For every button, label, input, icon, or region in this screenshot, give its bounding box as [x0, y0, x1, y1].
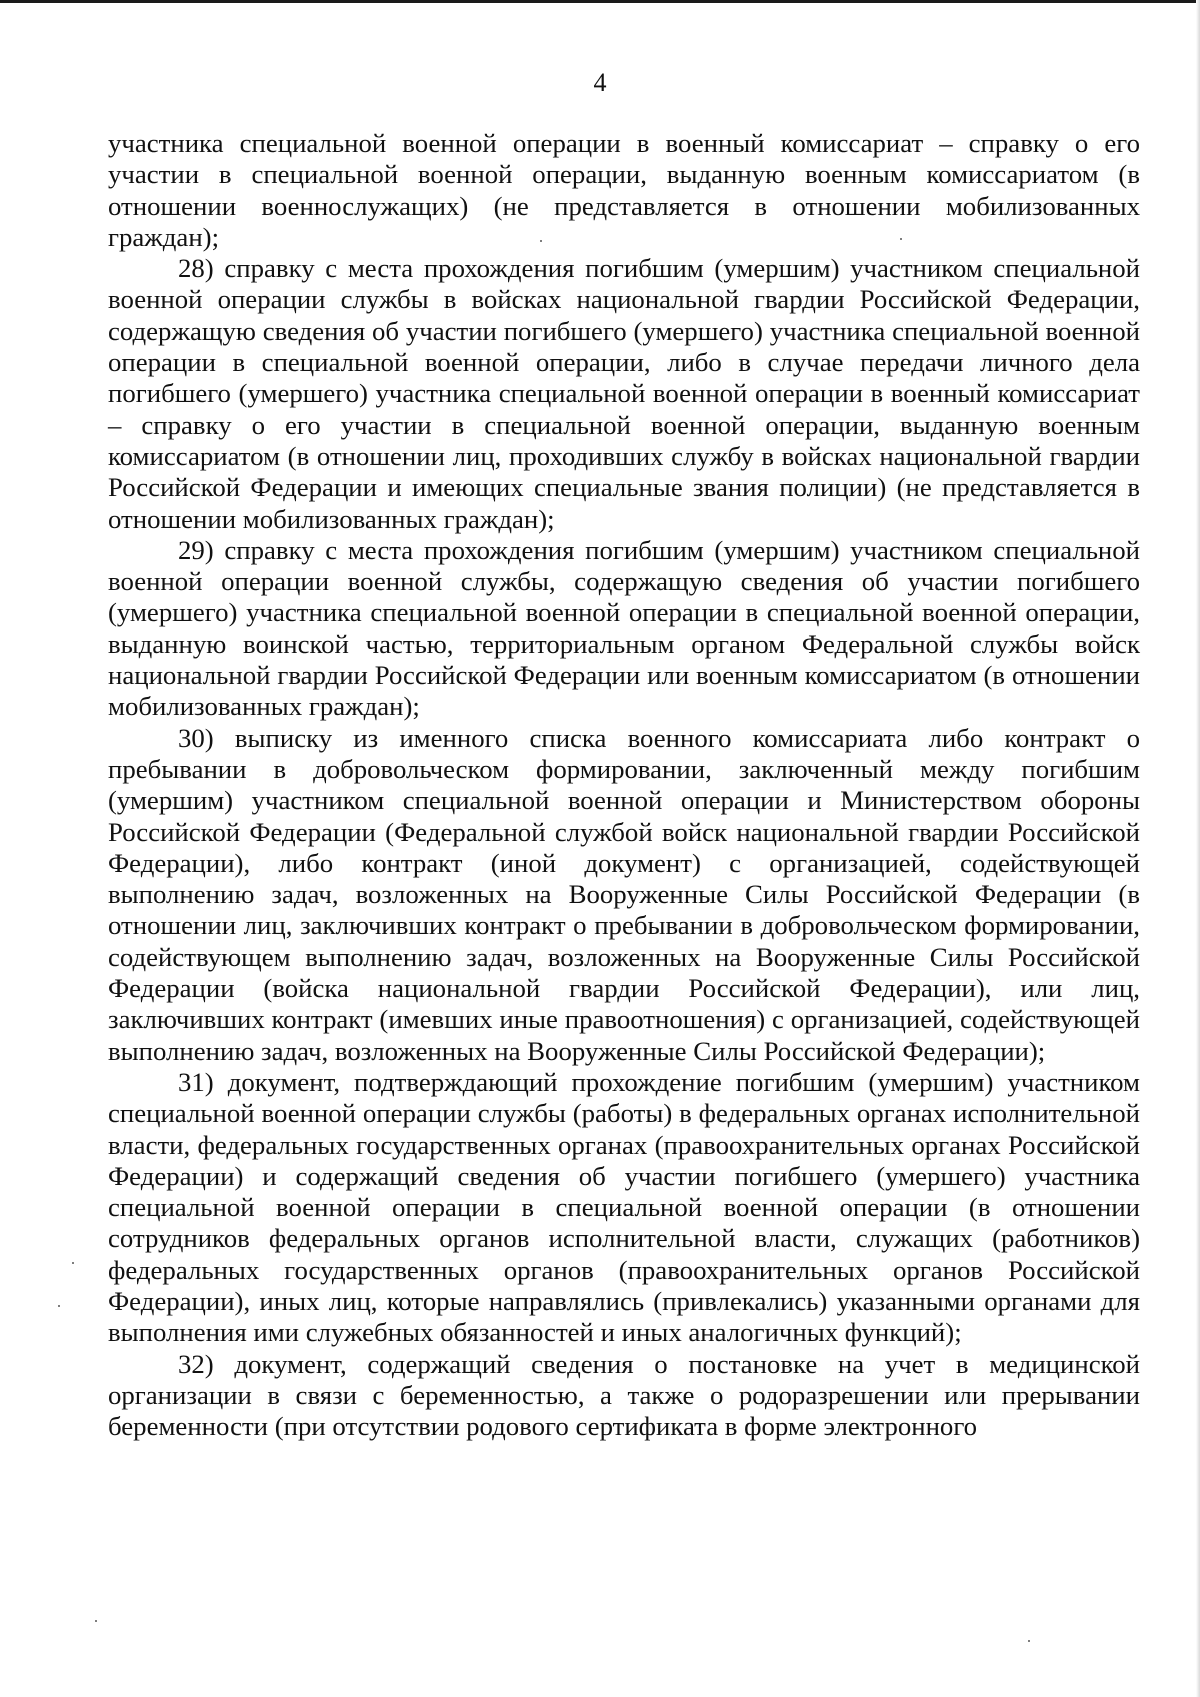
paragraph-item-29: 29) справку с места прохождения погибшим (умершим) участником специальной военной операции военной службы, содержащую сведения об участии погибшего (умершего) участника специальной военной операции в специальной военной операции, выданную воинской частью, территориальным органом Федеральной службы войск национальной гвардии Российской Федерации или военным комиссариатом (в отношении мобилизованных граждан);	[108, 534, 1140, 722]
scan-top-edge	[0, 0, 1200, 3]
scan-speck	[72, 1262, 74, 1264]
paragraph-item-32: 32) документ, содержащий сведения о постановке на учет в медицинской организации в связи с беременностью, а также о родоразрешении или прерывании беременности (при отсутствии родового сертификата в форме электронного	[108, 1348, 1140, 1442]
scan-speck	[540, 240, 542, 242]
scan-speck	[900, 238, 902, 240]
document-body	[108, 128, 1140, 1442]
page-number: 4	[593, 68, 607, 97]
paragraph-item-30: 30) выписку из именного списка военного комиссариата либо контракт о пребывании в добровольческом формировании, заключенный между погибшим (умершим) участником специальной военной операции и Министерством обороны Российской Федерации (Федеральной службой войск национальной гвардии Российской Федерации), либо контракт (иной документ) с организацией, содействующей выполнению задач, возложенных на Вооруженные Силы Российской Федерации (в отношении лиц, заключивших контракт о пребывании в добровольческом формировании, содействующем выполнению задач, возложенных на Вооруженные Силы Российской Федерации (войска национальной гвардии Российской Федерации), или лиц, заключивших контракт (имевших иные правоотношения) с организацией, содействующей выполнению задач, возложенных на Вооруженные Силы Российской Федерации);	[108, 722, 1140, 1066]
paragraph-item-31: 31) документ, подтверждающий прохождение погибшим (умершим) участником специальной военной операции службы (работы) в федеральных органах исполнительной власти, федеральных государственных органах (правоохранительных органах Российской Федерации) и содержащий сведения об участии погибшего (умершего) участника специальной военной операции в специальной военной операции (в отношении сотрудников федеральных органов исполнительной власти, служащих (работников) федеральных государственных органов (правоохранительных органов Российской Федерации), иных лиц, которые направлялись (привлекались) указанными органами для выполнения ими служебных обязанностей и иных аналогичных функций);	[108, 1066, 1140, 1348]
paragraph-continuation: участника специальной военной операции в военный комиссариат – справку о его участии в специальной военной операции, выданную военным комиссариатом (в отношении военнослужащих) (не представляется в отношении мобилизованных граждан);	[108, 128, 1140, 252]
scan-speck	[58, 1305, 60, 1307]
scan-right-edge	[1196, 0, 1200, 1697]
scan-speck	[1028, 1640, 1030, 1642]
scan-speck	[95, 1620, 97, 1622]
paragraph-item-28: 28) справку с места прохождения погибшим (умершим) участником специальной военной операции службы в войсках национальной гвардии Российской Федерации, содержащую сведения об участии погибшего (умершего) участника специальной военной операции в специальной военной операции, либо в случае передачи личного дела погибшего (умершего) участника специальной военной операции в военный комиссариат – справку о его участии в специальной военной операции, выданную военным комиссариатом (в отношении лиц, проходивших службу в войсках национальной гвардии Российской Федерации и имеющих специальные звания полиции) (не представляется в отношении мобилизованных граждан);	[108, 253, 1140, 534]
